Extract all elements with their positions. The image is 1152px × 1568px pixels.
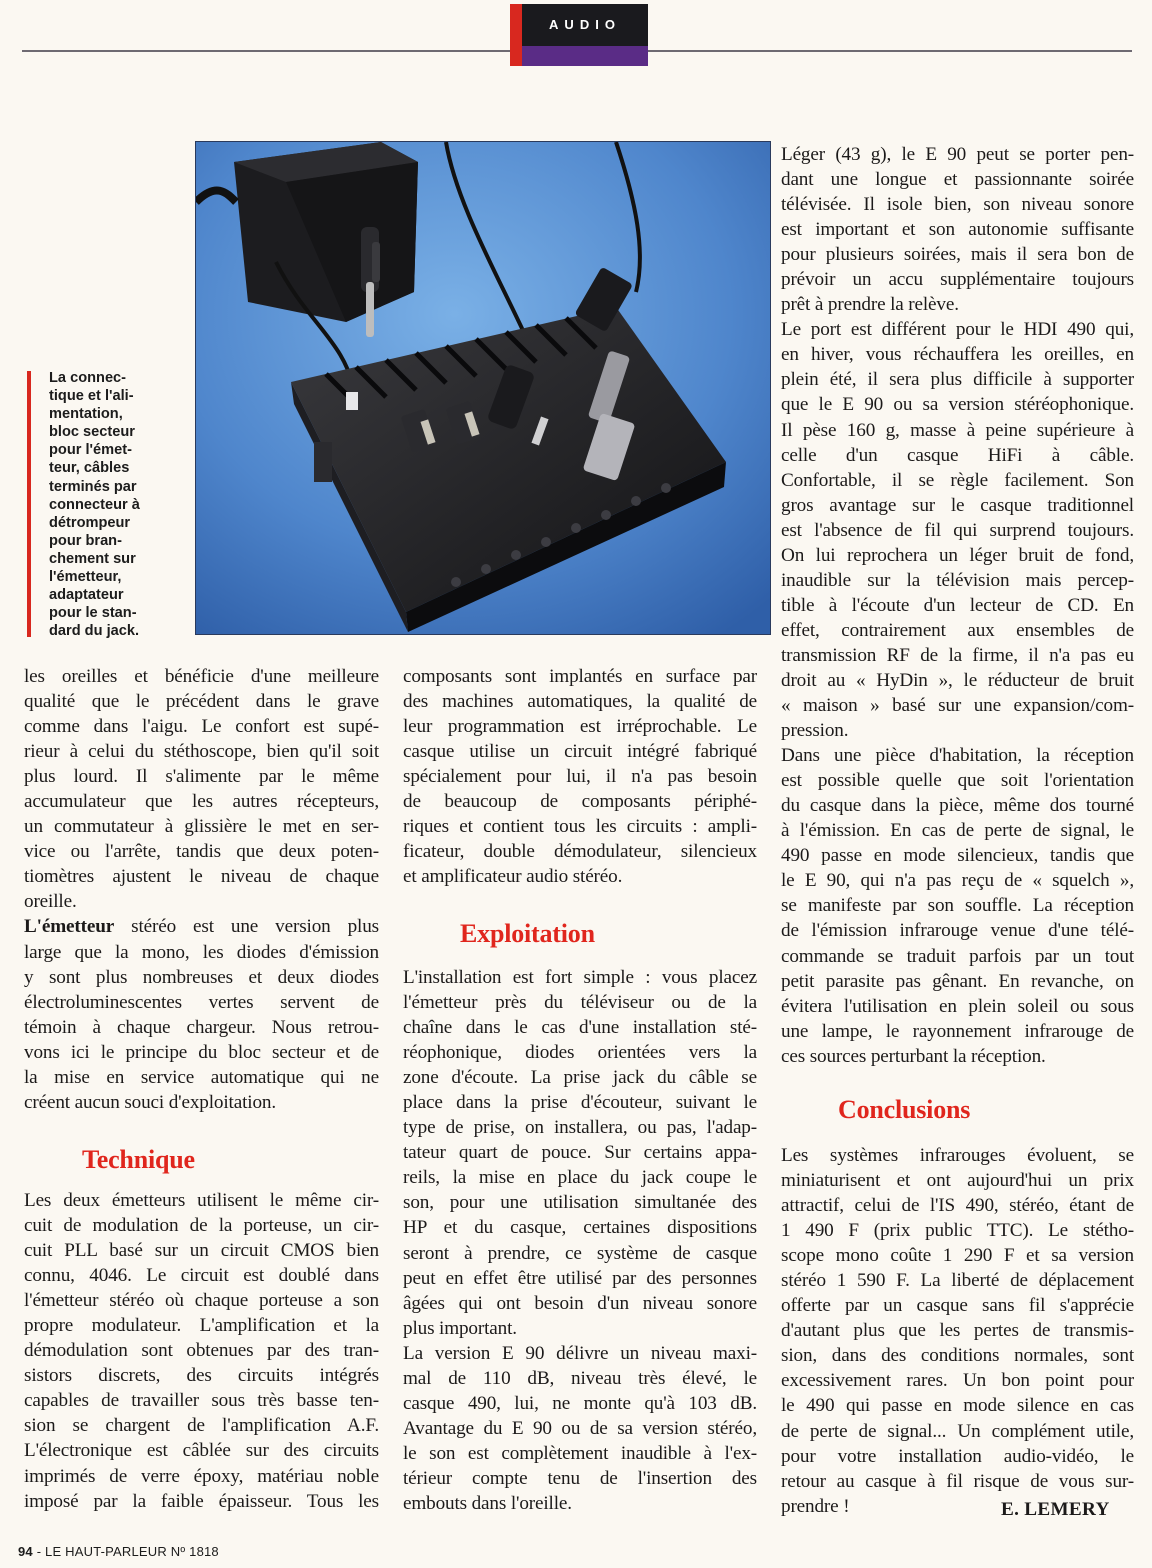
text-line: capables de travailler sous très basse ten- [24, 1390, 379, 1412]
text-line: miniaturisent et ont aujourd'hui un prix [781, 1170, 1134, 1192]
text-line: propre modulateur. L'amplification et la [24, 1315, 379, 1337]
text-line: prendre ! [781, 1495, 850, 1517]
text-line: de beaucoup de composants périphé- [403, 791, 757, 813]
text-line: L'installation est fort simple : vous placez [403, 967, 757, 988]
text-line: Avantage du E 90 ou de sa version stéréo, [403, 1417, 757, 1439]
text-line: mal de 110 dB, niveau très élevé, le [403, 1367, 757, 1389]
text-line: en hiver, vous réchauffera les oreilles, en [781, 344, 1134, 366]
text-line: télévisée. Il isole bien, son niveau sonore [781, 194, 1134, 216]
text-line: l'émetteur près du téléviseur ou de la [403, 992, 757, 1014]
text-line: 1 490 F (prix public TTC). Le stétho- [781, 1220, 1134, 1242]
text-line: gros avantage sur le casque traditionnel [781, 494, 1134, 516]
paragraph-emetteur-lead: L'émetteur stéréo est une version plus [24, 916, 379, 938]
text-line: comme dans l'aigu. Le confort est supé- [24, 716, 379, 738]
text-line: que le E 90 ou sa version stéréophonique. [781, 394, 1134, 416]
text-line: sion, dans des conditions normales, sont [781, 1345, 1134, 1367]
paragraph [781, 317, 1134, 743]
publication-name: - LE HAUT-PARLEUR Nº 1818 [36, 1544, 219, 1559]
text-line: d'autant plus que les pertes de transmis- [781, 1320, 1134, 1342]
text-line: Confortable, il se règle facilement. Son [781, 469, 1134, 491]
text-column-3 [781, 142, 1134, 1069]
text-line: « maison » basé sur une expansion/com- [781, 695, 1134, 717]
text-line: HP et du casque, certaines dispositions [403, 1217, 757, 1239]
text-line: un commutateur à glissière le met en ser- [24, 816, 379, 838]
text-line: ficateur, double démodulateur, silencieux [403, 841, 757, 863]
text-line: dant une longue et passionnante soirée [781, 169, 1134, 191]
text-line: démodulation sont obtenues par des tran- [24, 1340, 379, 1362]
text-line: prévoir un accu supplémentaire toujours [781, 269, 1134, 291]
paragraph [781, 142, 1134, 317]
text-line: témoin à chaque chargeur. Nous retrou- [24, 1016, 379, 1038]
text-line: zone d'écoute. La prise jack du câble se [403, 1067, 757, 1089]
text-line: attractif, celui de l'IS 490, stéréo, étant de [781, 1195, 1134, 1217]
text-column-2 [403, 664, 757, 889]
text-line: stéréo 1 590 F. La liberté de déplacement [781, 1270, 1134, 1292]
text-line: plus important. [403, 1317, 517, 1339]
paragraph [403, 965, 757, 1341]
text-line: oreille. [24, 891, 77, 913]
text-line: imprimés de verre époxy, matériau noble [24, 1465, 379, 1487]
text-line: cuit de modulation de la porteuse, un cir- [24, 1215, 379, 1237]
text-line: La version E 90 délivre un niveau maxi- [403, 1342, 757, 1364]
text-line: effet, contrairement aux ensembles de [781, 619, 1134, 641]
text-line: Dans une pièce d'habitation, la réception [781, 745, 1134, 767]
text-column-1-bottom [24, 1188, 379, 1514]
text-line: petit parasite pas gênant. En revanche, on [781, 970, 1134, 992]
text-line: composants sont implantés en surface par [403, 666, 757, 687]
text-line: et amplificateur audio stéréo. [403, 866, 623, 888]
text-line: retour au casque à fil risque de vous sur- [781, 1470, 1134, 1492]
text-line: sion se chargent de l'amplification A.F. [24, 1415, 379, 1437]
text-line: vice ou l'arrête, tandis que deux poten- [24, 841, 379, 863]
heading-technique: Technique [82, 1145, 195, 1174]
text-line: se manifeste par son souffle. La réception [781, 895, 1134, 917]
text-line: place dans la prise d'écouteur, suivant le [403, 1092, 757, 1114]
text-line: réophonique, diodes orientées vers la [403, 1042, 757, 1064]
text-line: sistors discrets, des circuits intégrés [24, 1365, 379, 1387]
text-line: le son est complètement inaudible à l'ex- [403, 1442, 757, 1464]
paragraph [781, 1143, 1134, 1519]
text-line: plein été, il sera plus difficile à supporter [781, 369, 1134, 391]
text-line: Les systèmes infrarouges évoluent, se [781, 1145, 1134, 1166]
section-label: AUDIO [522, 4, 648, 46]
header-rule-right [648, 50, 1132, 52]
text-line: son, pour une utilisation simultanée des [403, 1192, 757, 1214]
text-line: du casque dans la pièce, même dos tourné [781, 795, 1134, 817]
text-line: leur programmation est irréprochable. Le [403, 716, 757, 738]
text-line: accumulateur que les autres récepteurs, [24, 791, 379, 813]
text-line: spécialement pour lui, il n'a pas besoin [403, 766, 757, 788]
text-line: pression. [781, 720, 849, 742]
text-line: évitera l'utilisation en plein soleil ou sous [781, 995, 1134, 1017]
text-line: est possible quelle que soit l'orientation [781, 770, 1134, 792]
text-line: large que la mono, les diodes d'émission [24, 941, 379, 963]
text-line: vons ici le principe du bloc secteur et de [24, 1041, 379, 1063]
text-line: térieur compte tenu de l'insertion des [403, 1467, 757, 1489]
text-line: de perte de signal... Un complément utile, [781, 1420, 1134, 1442]
text-line: de l'émission infrarouge venue d'une télé- [781, 920, 1134, 942]
text-line: connu, 4046. Le circuit est doublé dans [24, 1265, 379, 1287]
text-line: tateur quart de pouce. Sur certains appa- [403, 1142, 757, 1164]
text-line: casque utilise un circuit intégré fabriqué [403, 741, 757, 763]
text-line: peut en effet être utilisé par des personnes [403, 1267, 757, 1289]
text-line: la mise en service automatique qui ne [24, 1066, 379, 1088]
text-line: l'émetteur stéréo où chaque porteuse a son [24, 1290, 379, 1312]
text-line: plus lourd. Il s'alimente par le même [24, 766, 379, 788]
text-line: chaîne dans le cas d'une installation sté- [403, 1017, 757, 1039]
text-line: âgées qui ont besoin d'un niveau sonore [403, 1292, 757, 1314]
paragraph [24, 1188, 379, 1514]
text-column-2-bottom [403, 965, 757, 1516]
text-column-1 [24, 664, 379, 1115]
page-footer [18, 1544, 219, 1559]
text-line: embouts dans l'oreille. [403, 1492, 572, 1514]
text-line: offerte par un casque sans fil s'apprécie [781, 1295, 1134, 1317]
heading-exploitation: Exploitation [460, 919, 595, 948]
section-tab-red-bar [510, 4, 522, 66]
text-line: seront à prendre, ce système de casque [403, 1242, 757, 1264]
text-line: riques et contient tous les circuits : ampli- [403, 816, 757, 838]
paragraph [24, 664, 379, 914]
product-photo [195, 141, 771, 635]
text-line: créent aucun souci d'exploitation. [24, 1091, 276, 1113]
text-line: est important et son autonomie suffisante [781, 219, 1134, 241]
text-line: On lui reprochera un léger bruit de fond, [781, 544, 1134, 566]
text-line: pour plusieurs soirées, mais il sera bon de [781, 244, 1134, 266]
text-line: tiomètres ajustent le niveau de chaque [24, 866, 379, 888]
text-line: Léger (43 g), le E 90 peut se porter pen- [781, 144, 1134, 165]
text-line: y sont plus nombreuses et deux diodes [24, 966, 379, 988]
paragraph [403, 1341, 757, 1516]
text-line: Il pèse 160 g, masse à peine supérieure à [781, 419, 1134, 441]
text-line: qualité que le précédent dans le grave [24, 691, 379, 713]
section-tab-purple-bar [522, 46, 648, 66]
page-number: 94 [18, 1544, 33, 1559]
text-line: le E 90, qui n'a pas reçu de « squelch », [781, 870, 1134, 892]
text-line: les oreilles et bénéficie d'une meilleure [24, 666, 379, 687]
text-line: celle d'un casque HiFi à câble. [781, 444, 1134, 466]
text-line: transmission RF de la firme, il n'a pas eu [781, 644, 1134, 666]
text-line: est l'absence de fil qui surprend toujours. [781, 519, 1134, 541]
text-line: électroluminescentes vertes servent de [24, 991, 379, 1013]
text-line: reils, la mise en place du jack coupe le [403, 1167, 757, 1189]
text-line: imposé par la faible épaisseur. Tous les [24, 1490, 379, 1512]
paragraph [403, 664, 757, 889]
text-line: Le port est différent pour le HDI 490 qui, [781, 319, 1134, 341]
text-line: commande se traduit parfois par un tout [781, 945, 1134, 967]
text-column-3-bottom [781, 1143, 1134, 1519]
text-line: prêt à prendre la relève. [781, 294, 959, 316]
text-line: le 490 qui passe en mode silence en cas [781, 1395, 1134, 1417]
text-line: Les deux émetteurs utilisent le même cir- [24, 1190, 379, 1211]
photo-caption: La connec- tique et l'ali- mentation, bloc secteur pour l'émet- teur, câbles terminés par connecteur à détrompeur pour bran- chement sur l'émetteur, adaptateur pour le stan- dard du jack. [49, 370, 140, 640]
paragraph [24, 940, 379, 1115]
text-line: à l'émission. En cas de perte de signal, le [781, 820, 1134, 842]
paragraph [781, 743, 1134, 1069]
caption-accent-bar [27, 371, 31, 637]
text-line: casque 490, lui, ne monte qu'à 103 dB. [403, 1392, 757, 1414]
text-line: ces sources perturbant la réception. [781, 1045, 1046, 1067]
author-signature: E. LEMERY [1001, 1499, 1110, 1520]
text-line: des machines automatiques, la qualité de [403, 691, 757, 713]
text-line: rieur à celui du stéthoscope, bien qu'il soit [24, 741, 379, 763]
text-line: excessivement rares. Un bon point pour [781, 1370, 1134, 1392]
text-line: cuit PLL basé sur un circuit CMOS bien [24, 1240, 379, 1262]
text-line: une lampe, le rayonnement infrarouge de [781, 1020, 1134, 1042]
header-rule-left [22, 50, 510, 52]
text-line: pour votre installation audio-vidéo, le [781, 1445, 1134, 1467]
text-line: droit au « HyDin », le réducteur de bruit [781, 669, 1134, 691]
text-line: L'électronique est câblée sur des circuits [24, 1440, 379, 1462]
text-line: scope mono coûte 1 290 F et sa version [781, 1245, 1134, 1267]
text-line: inaudible sur la télévision mais percep- [781, 569, 1134, 591]
heading-conclusions: Conclusions [838, 1095, 971, 1124]
text-line: type de prise, on installera, ou pas, l'adap- [403, 1117, 757, 1139]
section-tab [510, 4, 648, 66]
text-line: tible à l'écoute d'un lecteur de CD. En [781, 594, 1134, 616]
text-line: 490 passe en mode silencieux, tandis que [781, 845, 1134, 867]
